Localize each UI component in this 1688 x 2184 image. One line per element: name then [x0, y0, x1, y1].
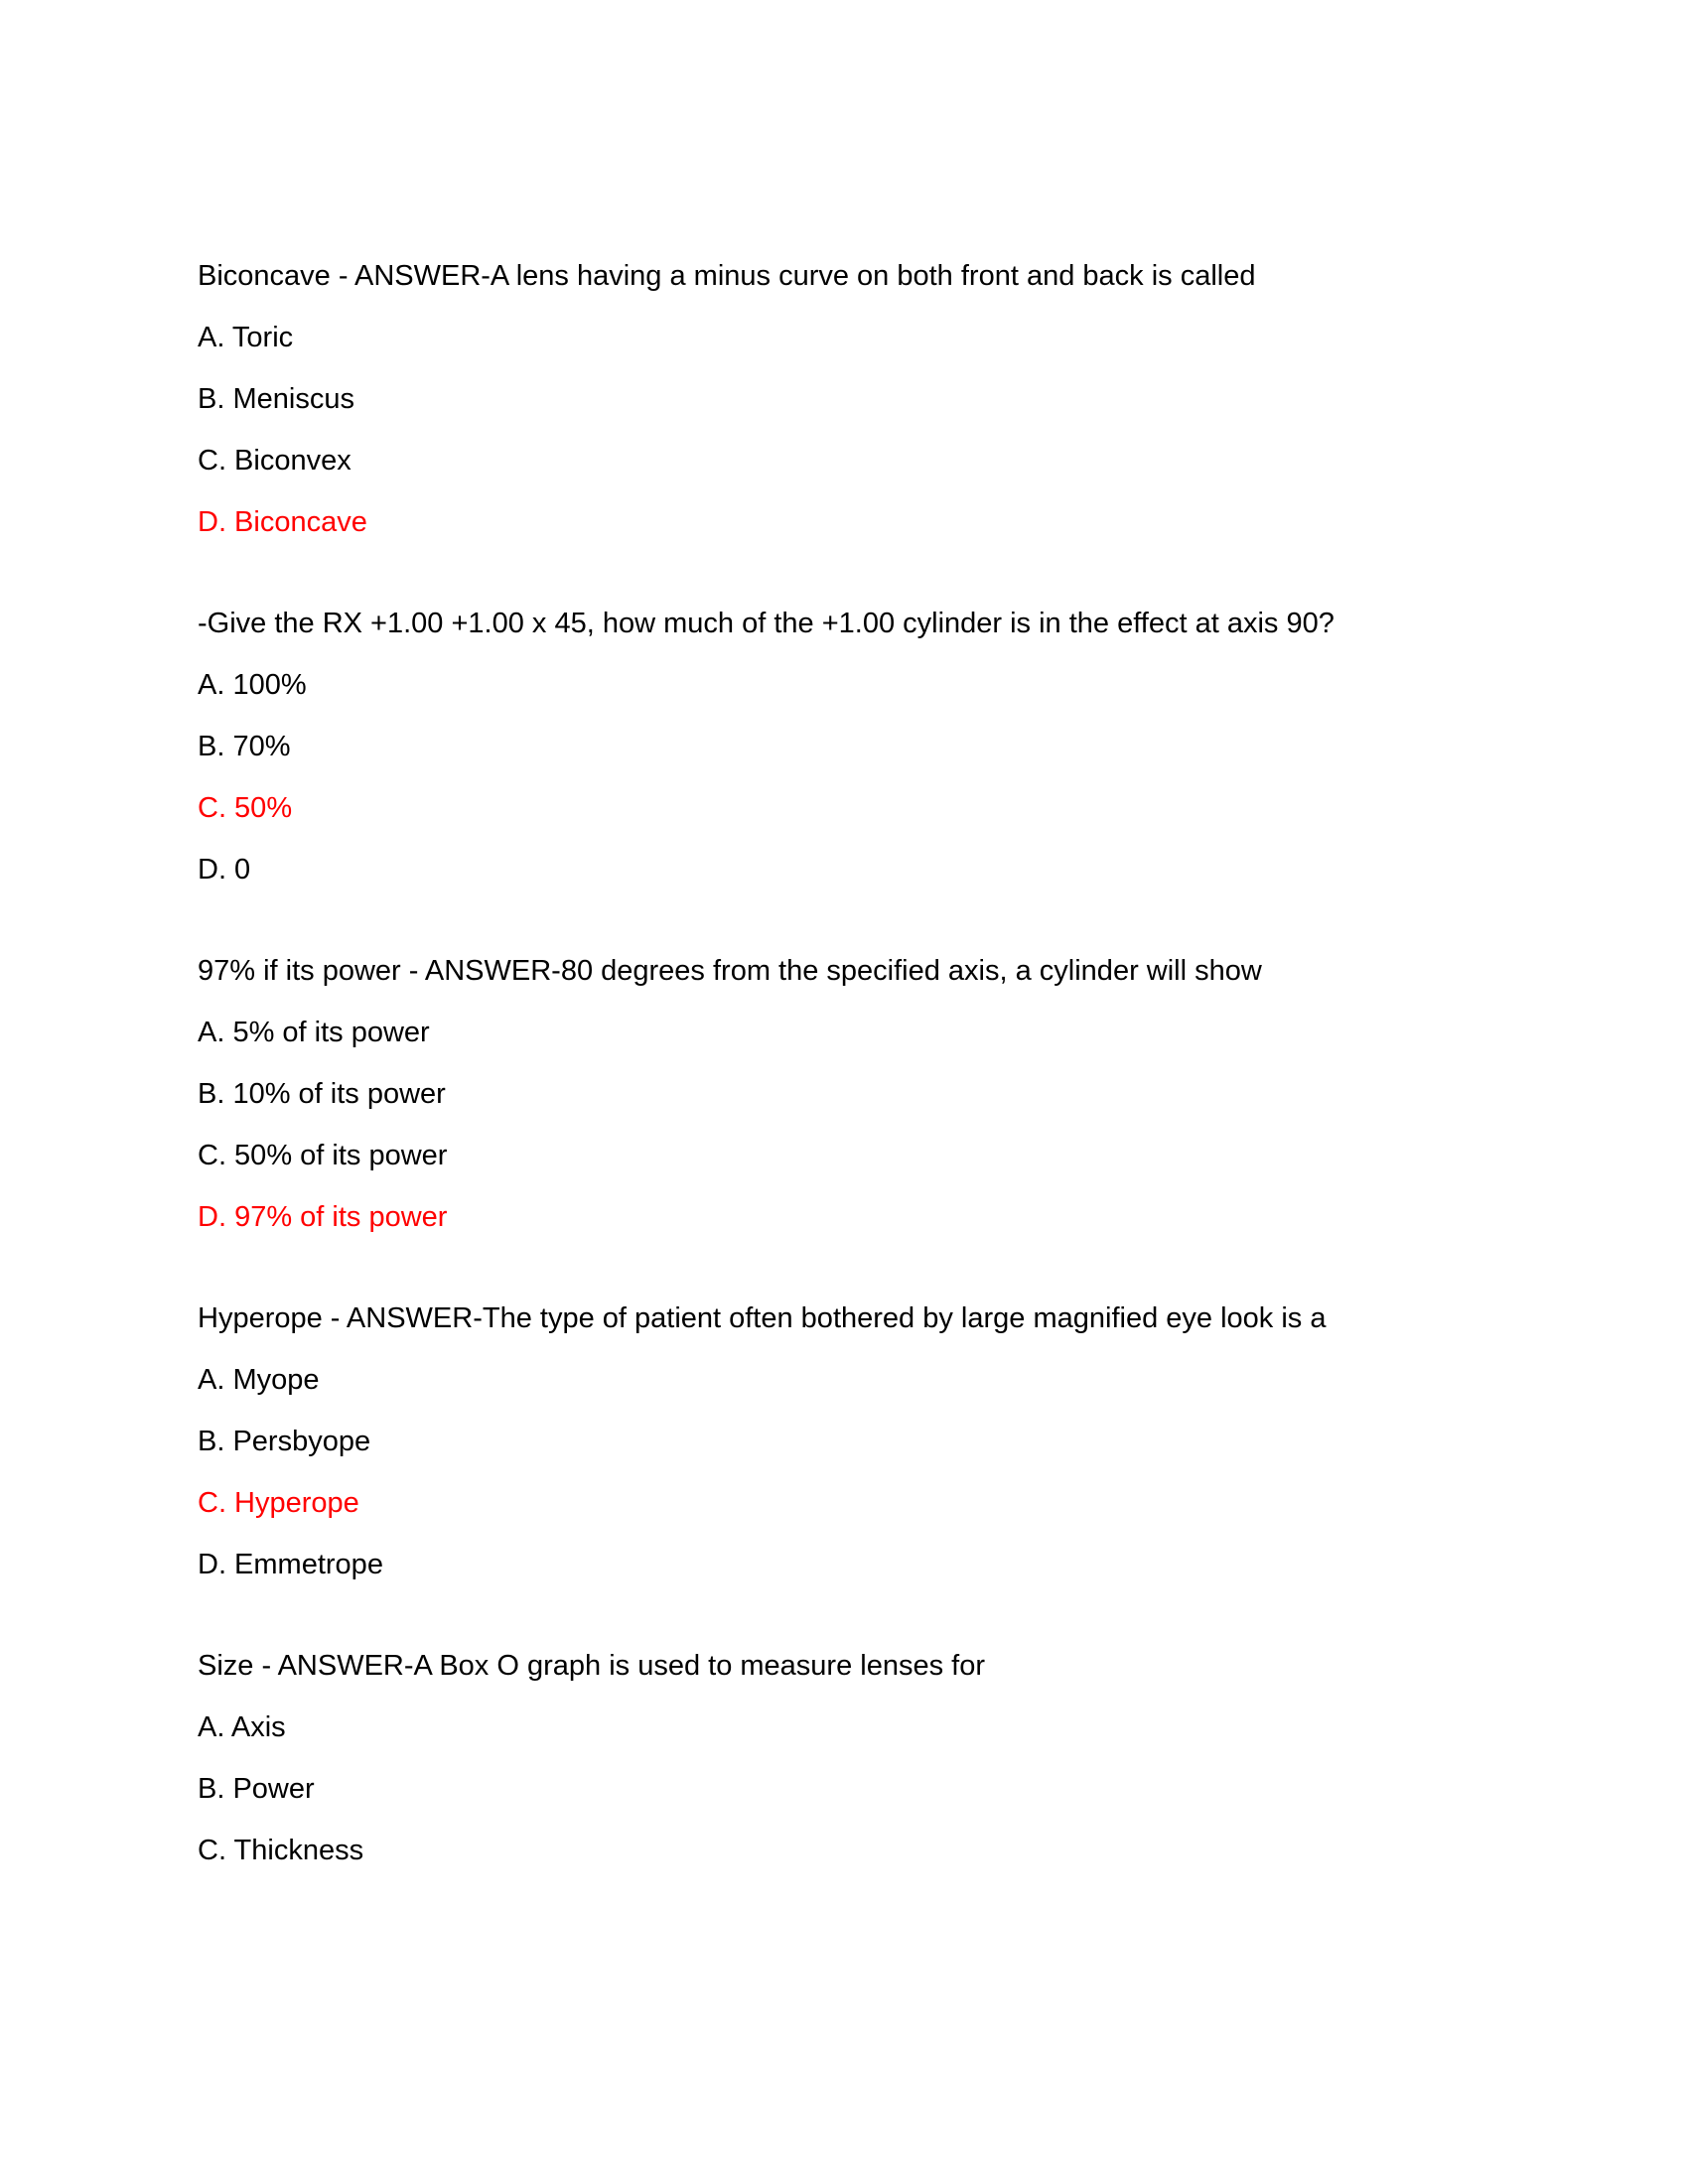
option-b: B. Power: [198, 1773, 315, 1805]
question-block-5: [198, 1646, 1508, 1870]
option-c: C. Biconvex: [198, 445, 352, 477]
question-text: Hyperope - ANSWER-The type of patient often bothered by large magnified eye look is a: [198, 1302, 1327, 1334]
document-content: [198, 256, 1508, 1932]
option-c: C. 50% of its power: [198, 1140, 448, 1171]
question-block-2: [198, 604, 1508, 889]
option-c-correct: C. Hyperope: [198, 1487, 359, 1519]
option-c-correct: C. 50%: [198, 792, 293, 824]
option-d: D. Emmetrope: [198, 1549, 383, 1580]
option-b: B. Meniscus: [198, 383, 354, 415]
question-text: 97% if its power - ANSWER-80 degrees from the specified axis, a cylinder will show: [198, 955, 1262, 987]
question-text: Size - ANSWER-A Box O graph is used to measure lenses for: [198, 1650, 985, 1682]
option-a: A. Myope: [198, 1364, 320, 1396]
question-block-4: [198, 1298, 1508, 1584]
option-d-letter: D: [198, 1201, 218, 1233]
option-b: B. 70%: [198, 731, 291, 762]
option-d-correct: [198, 1197, 1508, 1237]
option-b: B. Persbyope: [198, 1426, 371, 1457]
option-a: A. 5% of its power: [198, 1017, 430, 1048]
option-a: A. Axis: [198, 1711, 286, 1743]
option-d-correct: D. Biconcave: [198, 506, 367, 538]
question-block-1: [198, 256, 1508, 542]
option-a: A. 100%: [198, 669, 307, 701]
question-block-3: [198, 951, 1508, 1237]
question-text: Biconcave - ANSWER-A lens having a minus curve on both front and back is called: [198, 260, 1256, 292]
question-text: -Give the RX +1.00 +1.00 x 45, how much of the +1.00 cylinder is in the effect at axis 90?: [198, 608, 1335, 639]
option-a: A. Toric: [198, 322, 294, 353]
option-d-answer-text: . 97% of its power: [217, 1201, 448, 1233]
option-c: C. Thickness: [198, 1835, 364, 1866]
option-d: D. 0: [198, 854, 251, 886]
option-b: B. 10% of its power: [198, 1078, 446, 1110]
